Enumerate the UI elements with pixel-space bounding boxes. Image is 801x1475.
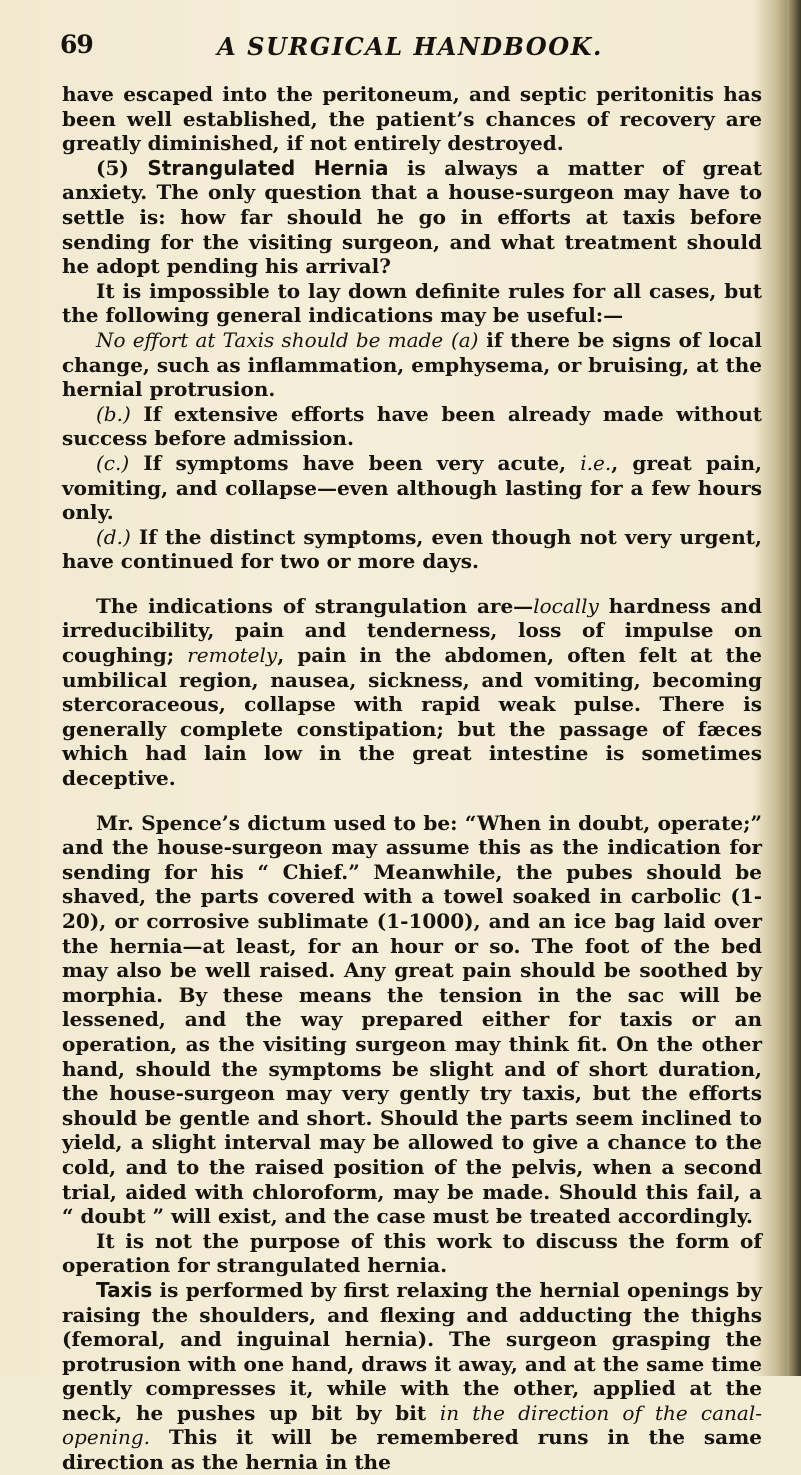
paragraph-1: have escaped into the peritoneum, and septic peritonitis has been well established, the patient’s chances of recovery are greatly diminished, if not entirely destroyed.: [62, 82, 762, 156]
section-number: (5): [96, 155, 129, 180]
item-marker: (b.): [96, 401, 131, 426]
page-number: 69: [60, 30, 93, 59]
section-heading: Strangulated Hernia: [147, 155, 389, 180]
paragraph-strangulated-hernia: (5) Strangulated Hernia is always a matter of great anxiety. The only question that a house-surgeon may have to settle is: how far should he go in efforts at taxis before sending for the visiting surgeon, and what treatment should he adopt pending his arrival?: [62, 155, 762, 279]
body-text: [62, 82, 762, 1475]
item-marker: (d.): [96, 524, 131, 549]
italic-heading: No effort at Taxis should be made: [96, 327, 444, 352]
taxis-heading: Taxis: [96, 1277, 153, 1302]
paragraph-operation-note: It is not the purpose of this work to discuss the form of operation for strangulated hernia.: [62, 1228, 762, 1278]
paragraph-indication-b: (b.) If extensive efforts have been already made without success before admission.: [62, 401, 762, 451]
item-marker: (a): [450, 327, 479, 352]
paragraph-general-indications: It is impossible to lay down definite rules for all cases, but the following general indications may be useful:—: [62, 278, 762, 328]
paragraph-spence-dictum: Mr. Spence’s dictum used to be: “When in doubt, operate;” and the house-surgeon may assume this as the indication for sending for his “ Chief.” Meanwhile, the pubes should be shaved, the parts covered with a towel soaked in carbolic (1-20), or corrosive sublimate (1-1000), and an ice bag laid over the hernia—at least, for an hour or so. The foot of the bed may also be well raised. Any great pain should be soothed by morphia. By these means the tension in the sac will be lessened, and the way prepared either for taxis or an operation, as the visiting surgeon may think fit. On the other hand, should the symptoms be slight and of short duration, the house-surgeon may very gently try taxis, but the efforts should be gentle and short. Should the parts seem inclined to yield, a slight interval may be allowed to give a chance to the cold, and to the raised position of the pelvis, when a second trial, aided with chloroform, may be made. Should this fail, a “ doubt ” will exist, and the case must be treated accordingly.: [62, 810, 762, 1229]
paragraph-indications-of-strangulation: The indications of strangulation are—locally hardness and irreducibility, pain and tenderness, loss of impulse on coughing; remotely, pain in the abdomen, often felt at the umbilical region, nausea, sickness, and vomiting, becoming stercoraceous, collapse with rapid weak pulse. There is generally complete constipation; but the passage of fæces which had lain low in the great intestine is sometimes deceptive.: [62, 593, 762, 791]
paragraph-taxis: Taxis is performed by first relaxing the hernial openings by raising the shoulders, and flexing and adducting the thighs (femoral, and inguinal hernia). The surgeon grasping the protrusion with one hand, draws it away, and at the same time gently compresses it, while with the other, applied at the neck, he pushes up bit by bit in the direction of the canal-opening. This it will be remembered runs in the same direction as the hernia in the: [62, 1277, 762, 1475]
paragraph-indication-c: (c.) If symptoms have been very acute, i.e., great pain, vomiting, and collapse—even although lasting for a few hours only.: [62, 450, 762, 525]
paragraph-indication-d: (d.) If the distinct symptoms, even though not very urgent, have continued for two or more days.: [62, 524, 762, 574]
running-title: A SURGICAL HANDBOOK.: [217, 32, 603, 61]
item-marker: (c.): [96, 450, 130, 475]
page-header: [60, 30, 760, 70]
page-edge-shadow: [787, 0, 801, 1376]
paragraph-indication-a: No effort at Taxis should be made (a) if there be signs of local change, such as inflammation, emphysema, or bruising, at the hernial protrusion.: [62, 327, 762, 402]
